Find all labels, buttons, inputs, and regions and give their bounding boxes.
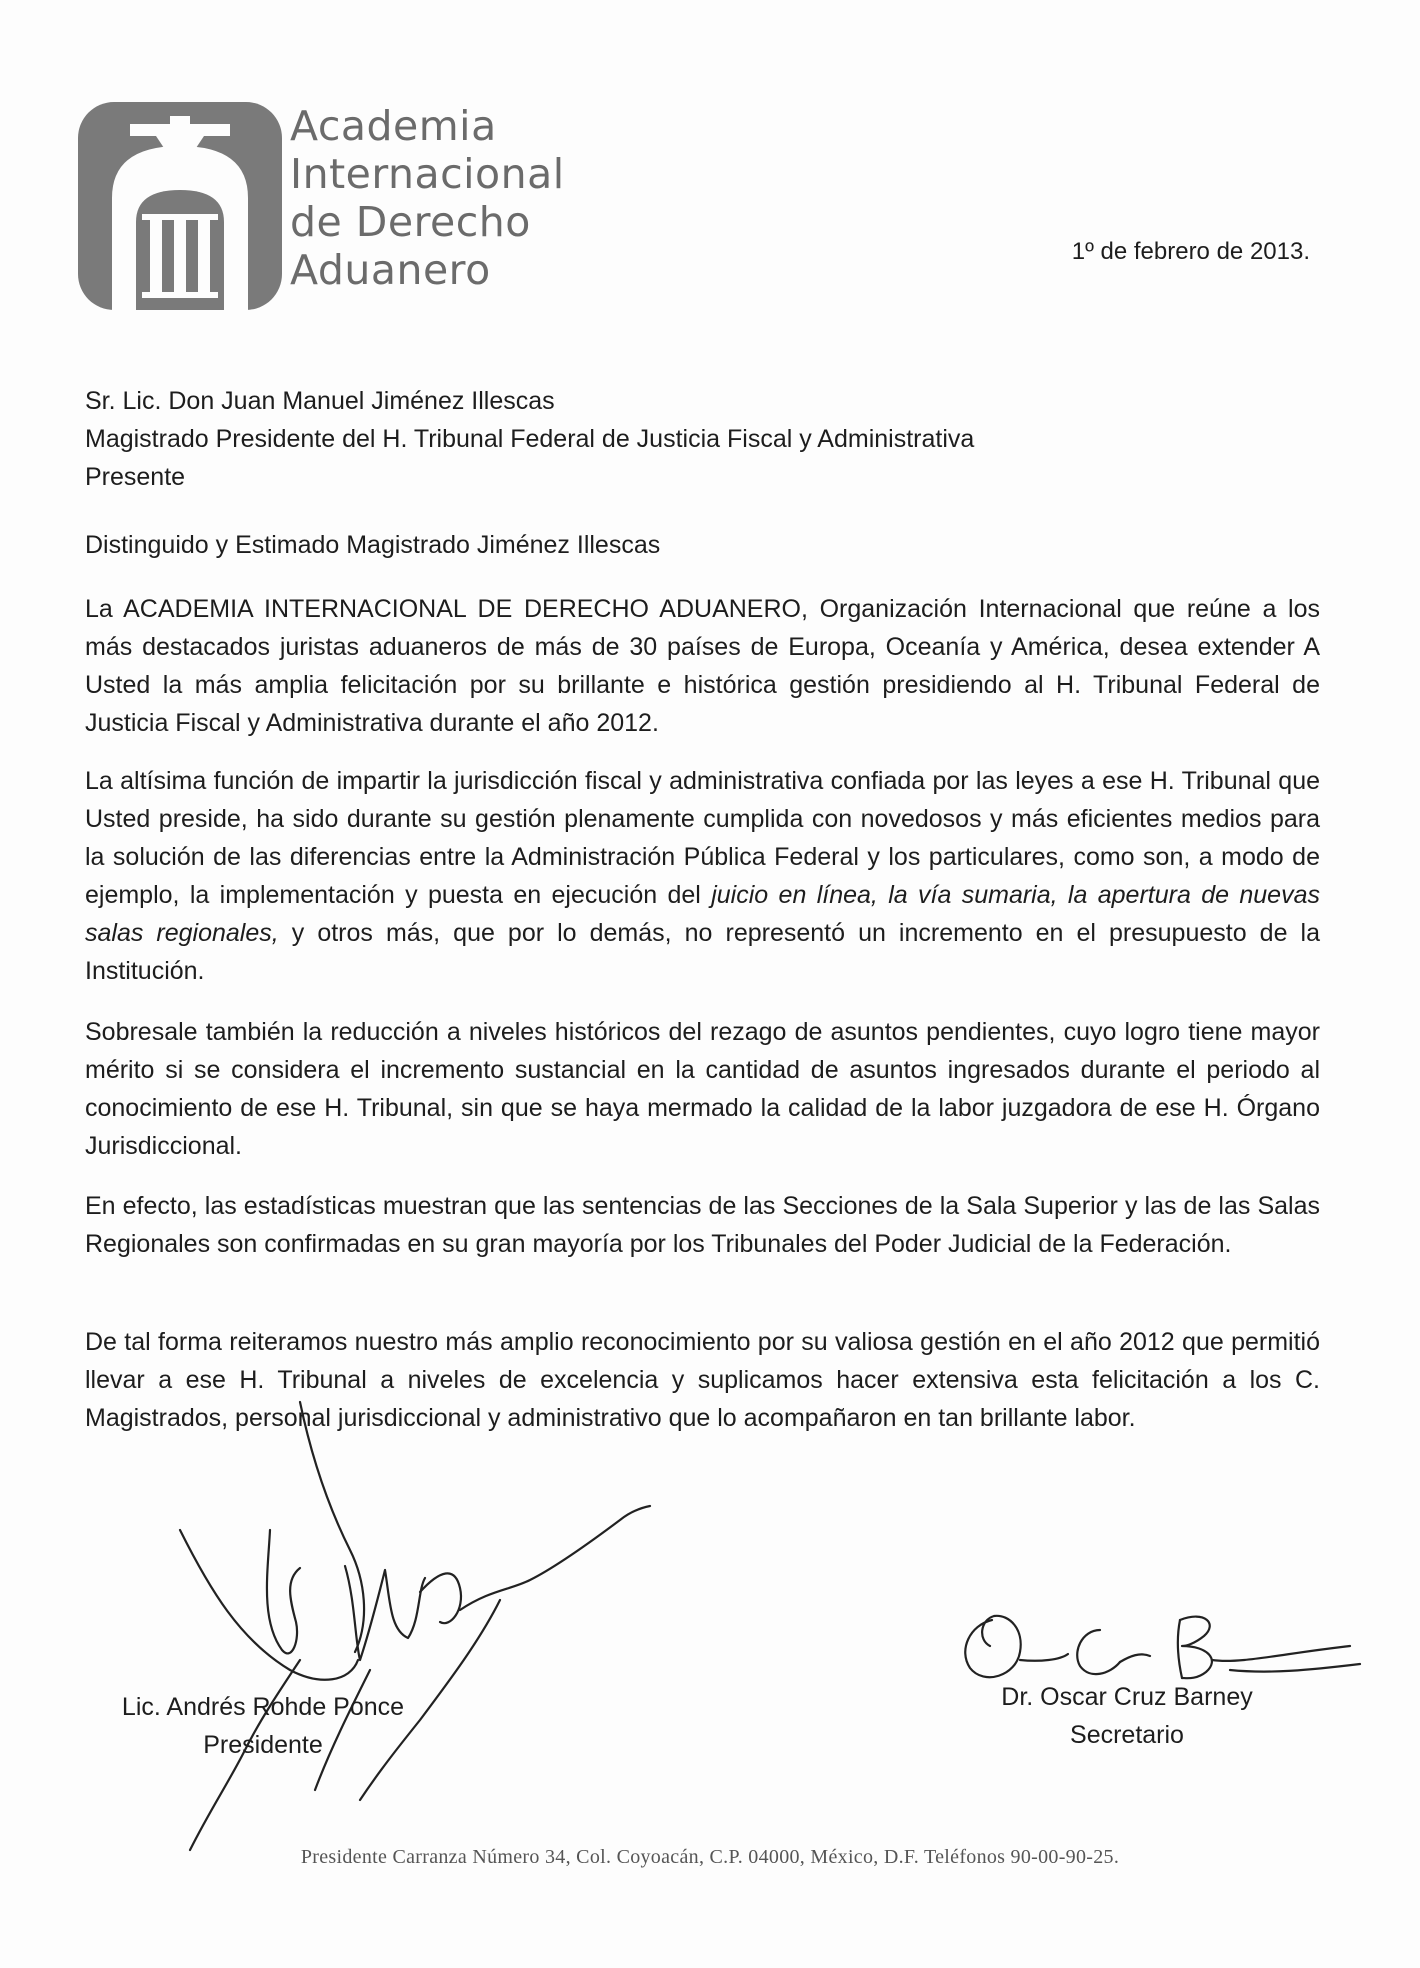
academia-logo-icon (78, 102, 282, 310)
signer-right-title: Secretario (1070, 1721, 1184, 1749)
paragraph-5: De tal forma reiteramos nuestro más amplio reconocimiento por su valiosa gestión en el año 2012 que permitió llevar a ese H. Tribunal a niveles de excelencia y suplicamos hacer extensiva esta felicitación a los C. Magistrados, personal jurisdiccional y administrativo que lo acompañaron en tan brillante labor. (85, 1328, 1320, 1432)
logo-wordmark (290, 102, 565, 294)
addressee-title: Magistrado Presidente del H. Tribunal Federal de Justicia Fiscal y Administrativa (85, 425, 975, 453)
paragraph-1: La ACADEMIA INTERNACIONAL DE DERECHO ADUANERO, Organización Internacional que reúne a los más destacados juristas aduaneros de más de 30 países de Europa, Oceanía y América, desea extender A Usted la más amplia felicitación por su brillante e histórica gestión presidiendo al H. Tribunal Federal de Justicia Fiscal y Administrativa durante el año 2012. (85, 595, 1320, 737)
paragraph-2 (85, 762, 1320, 990)
addressee-block (85, 382, 974, 496)
addressee-name: Sr. Lic. Don Juan Manuel Jiménez Illescas (85, 387, 555, 415)
paragraph-2-end: y otros más, que por lo demás, no representó un incremento en el presupuesto de la Institución. (85, 919, 1320, 985)
signer-right-name: Dr. Oscar Cruz Barney (1001, 1683, 1253, 1711)
paragraph-3: Sobresale también la reducción a niveles históricos del rezago de asuntos pendientes, cuyo logro tiene mayor mérito si se considera el incremento sustancial en la cantidad de asuntos ingresados durante el periodo al conocimiento de ese H. Tribunal, sin que se haya mermado la calidad de la labor juzgadora de ese H. Órgano Jurisdiccional. (85, 1018, 1320, 1160)
logo-line-4: Aduanero (290, 246, 491, 294)
footer-address: Presidente Carranza Número 34, Col. Coyoacán, C.P. 04000, México, D.F. Teléfonos 90-00-90-25. (300, 1846, 1120, 1868)
signature-left-icon (150, 1390, 670, 1870)
paragraph-4: En efecto, las estadísticas muestran que las sentencias de las Secciones de la Sala Superior y las de las Salas Regionales son confirmadas en su gran mayoría por los Tribunales del Poder Judicial de la Federación. (85, 1192, 1320, 1258)
paragraph-2-start: La altísima función de impartir la jurisdicción fiscal y administrativa confiada por las leyes a ese H. Tribunal que Usted preside, ha sido durante su gestión plenamente cumplida con novedosos y más eficientes medios para la solución de las diferencias entre la Administración Pública Federal y los particulares, como son, a modo de ejemplo, la implementación y puesta en ejecución del (85, 767, 1320, 909)
signer-left-title: Presidente (203, 1731, 323, 1759)
logo-line-2: Internacional (290, 150, 565, 198)
signer-left-name: Lic. Andrés Rohde Ponce (121, 1693, 405, 1721)
logo-line-1: Academia (290, 102, 497, 150)
salutation: Distinguido y Estimado Magistrado Jiménez Illescas (85, 531, 661, 559)
letter-date: 1º de febrero de 2013. (1071, 238, 1310, 265)
paragraph-2-italic: juicio en línea, la vía sumaria, la apertura de nuevas salas regionales, (85, 881, 1320, 947)
signer-left (98, 1688, 428, 1764)
signer-right (972, 1678, 1282, 1754)
addressee-presente: Presente (85, 463, 186, 491)
logo-line-3: de Derecho (290, 198, 531, 246)
